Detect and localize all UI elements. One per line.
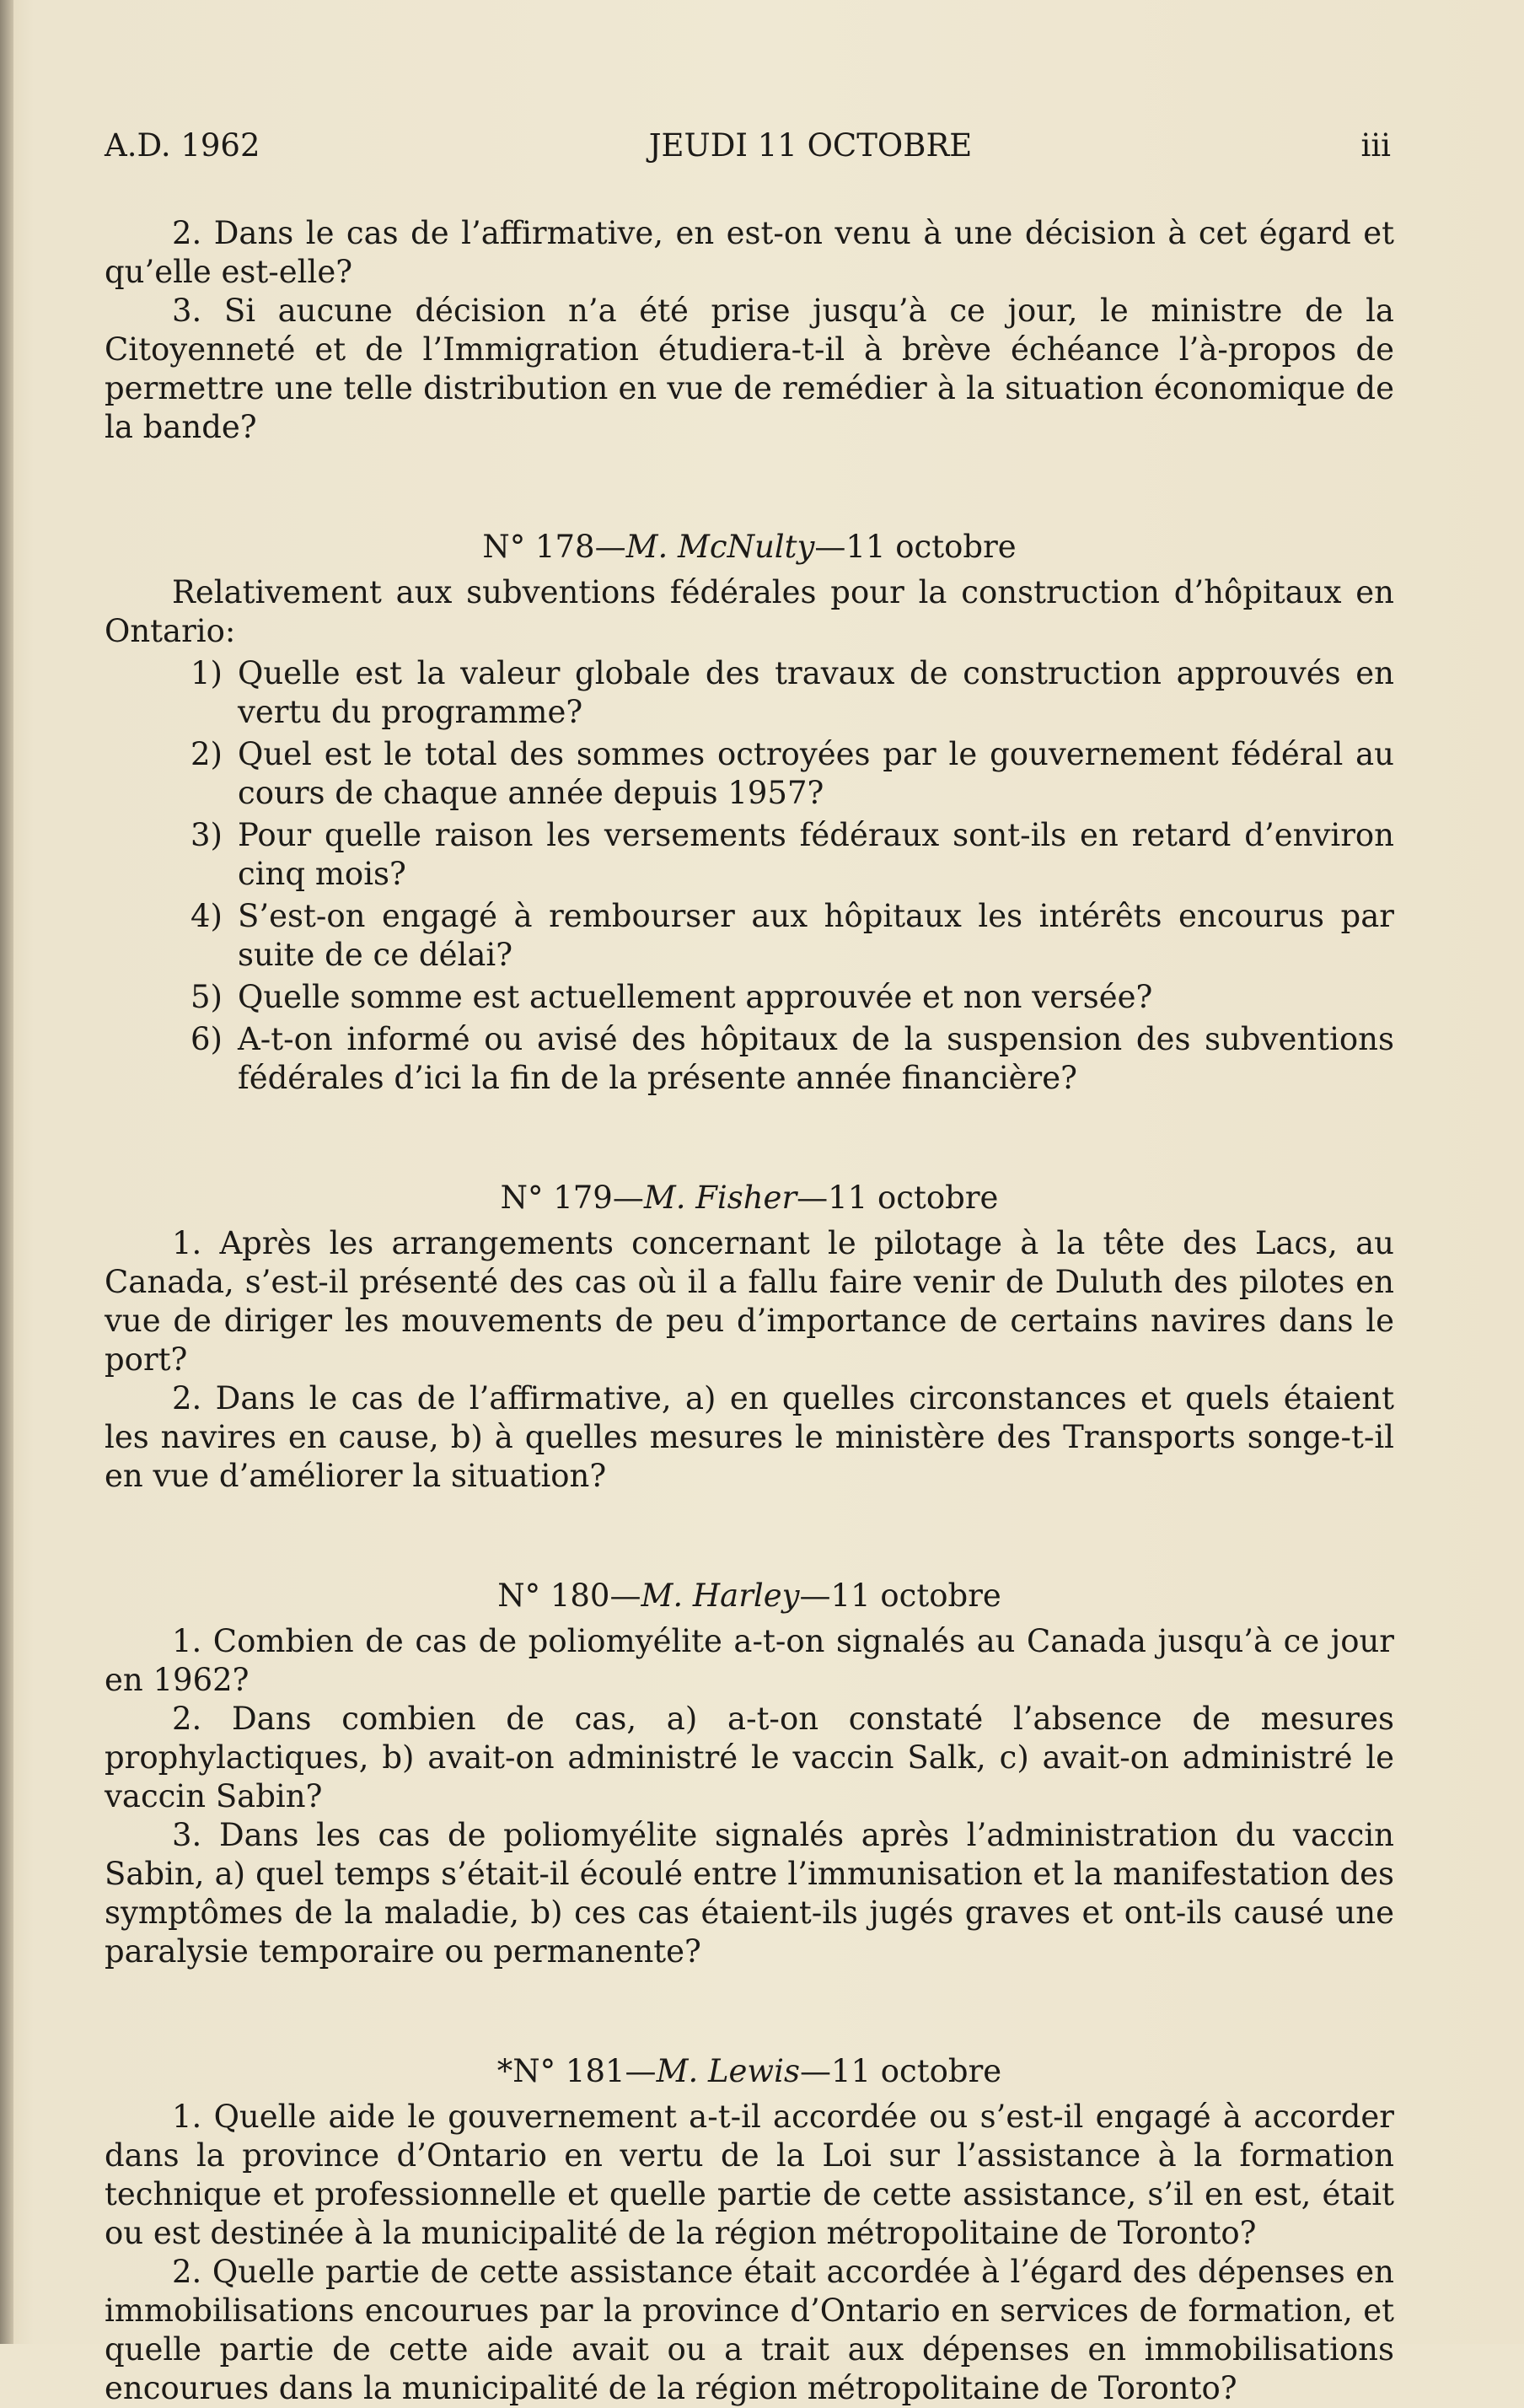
question-date: —11 octobre <box>799 2053 1002 2089</box>
question-181 <box>105 2052 1394 2408</box>
intro-paragraph: 3. Si aucune décision n’a été prise jusqu’à ce jour, le ministre de la Citoyenneté et de l’Immigration étudiera-t-il à brève échéance l’à-propos de permettre une telle distribution en vue de remédier à la situation économique de la bande? <box>105 293 1394 445</box>
question-179 <box>105 1179 1394 1496</box>
question-paragraph: 3. Dans les cas de poliomyélite signalés après l’administration du vaccin Sabin, a) quel temps s’était-il écoulé entre l’immunisation et la manifestation des symptômes de la maladie, b) ces cas étaient-ils jugés graves et ont-ils causé une paralysie temporaire ou permanente? <box>105 1817 1394 1970</box>
list-item <box>105 654 1394 732</box>
question-number: N° 179— <box>500 1180 644 1216</box>
question-paragraph: 1. Quelle aide le gouvernement a-t-il accordée ou s’est-il engagé à accorder dans la province d’Ontario en vertu de la Loi sur l’assistance à la formation technique et professionnelle et quelle partie de cette assistance, s’il en est, était ou est destinée à la municipalité de la région métropolitaine de Toronto? <box>105 2099 1394 2251</box>
question-paragraph: 1. Combien de cas de poliomyélite a-t-on signalés au Canada jusqu’à ce jour en 1962? <box>105 1623 1394 1698</box>
item-text: Quelle est la valeur globale des travaux de construction approuvés en vertu du programme? <box>238 655 1394 730</box>
question-heading <box>105 2052 1394 2091</box>
item-number: 2) <box>190 736 223 772</box>
item-number: 1) <box>190 655 223 691</box>
item-number: 3) <box>190 817 223 853</box>
question-180 <box>105 1577 1394 1971</box>
page-number: iii <box>1360 127 1391 164</box>
item-number: 4) <box>190 898 223 934</box>
list-item <box>105 816 1394 894</box>
item-text: A-t-on informé ou avisé des hôpitaux de la suspension des subventions fédérales d’ici la fin de la présente année financière? <box>238 1021 1394 1096</box>
list-item <box>105 897 1394 975</box>
question-date: —11 octobre <box>797 1180 999 1216</box>
question-178 <box>105 528 1394 1098</box>
question-number: *N° 181— <box>496 2053 657 2089</box>
question-heading <box>105 1577 1394 1615</box>
question-heading <box>105 1179 1394 1217</box>
list-item <box>105 1020 1394 1098</box>
question-paragraph: 2. Dans combien de cas, a) a-t-on constaté l’absence de mesures prophylactiques, b) avait-on administré le vaccin Salk, c) avait-on administré le vaccin Sabin? <box>105 1701 1394 1814</box>
question-number: N° 178— <box>482 529 626 565</box>
question-lead: Relativement aux subventions fédérales pour la construction d’hôpitaux en Ontario: <box>105 574 1394 649</box>
item-text: Quelle somme est actuellement approuvée et non versée? <box>238 979 1153 1015</box>
item-text: Quel est le total des sommes octroyées par le gouvernement fédéral au cours de chaque année depuis 1957? <box>238 736 1394 811</box>
question-date: —11 octobre <box>814 529 1017 565</box>
page-content <box>105 126 1394 2408</box>
question-member: M. McNulty <box>625 529 815 565</box>
question-number: N° 180— <box>497 1578 641 1614</box>
item-number: 5) <box>190 979 223 1015</box>
intro-paragraph: 2. Dans le cas de l’affirmative, en est-on venu à une décision à cet égard et qu’elle est-elle? <box>105 215 1394 290</box>
question-member: M. Lewis <box>656 2053 800 2089</box>
question-member: M. Harley <box>641 1578 800 1614</box>
list-item <box>105 978 1394 1017</box>
running-header <box>105 126 1394 165</box>
question-paragraph: 2. Quelle partie de cette assistance était accordée à l’égard des dépenses en immobilisations encourues par la province d’Ontario en services de formation, et quelle partie de cette aide avait ou a trait aux dépenses en immobilisations encourues dans la municipalité de la région métropolitaine de Toronto? <box>105 2254 1394 2406</box>
item-text: S’est-on engagé à rembourser aux hôpitaux les intérêts encourus par suite de ce délai? <box>238 898 1394 973</box>
header-date: JEUDI 11 OCTOBRE <box>648 127 973 164</box>
question-paragraph: 1. Après les arrangements concernant le pilotage à la tête des Lacs, au Canada, s’est-il présenté des cas où il a fallu faire venir de Duluth des pilotes en vue de diriger les mouvements de peu d’importance de certains navires dans le port? <box>105 1225 1394 1378</box>
item-text: Pour quelle raison les versements fédéraux sont-ils en retard d’environ cinq mois? <box>238 817 1394 892</box>
question-paragraph: 2. Dans le cas de l’affirmative, a) en quelles circonstances et quels étaient les navires en cause, b) à quelles mesures le ministère des Transports songe-t-il en vue d’améliorer la situation? <box>105 1380 1394 1494</box>
header-year: A.D. 1962 <box>105 127 260 164</box>
list-item <box>105 735 1394 813</box>
question-member: M. Fisher <box>643 1180 797 1216</box>
question-heading <box>105 528 1394 567</box>
book-spine-edge <box>0 0 13 2344</box>
question-date: —11 octobre <box>799 1578 1001 1614</box>
item-number: 6) <box>190 1021 223 1057</box>
